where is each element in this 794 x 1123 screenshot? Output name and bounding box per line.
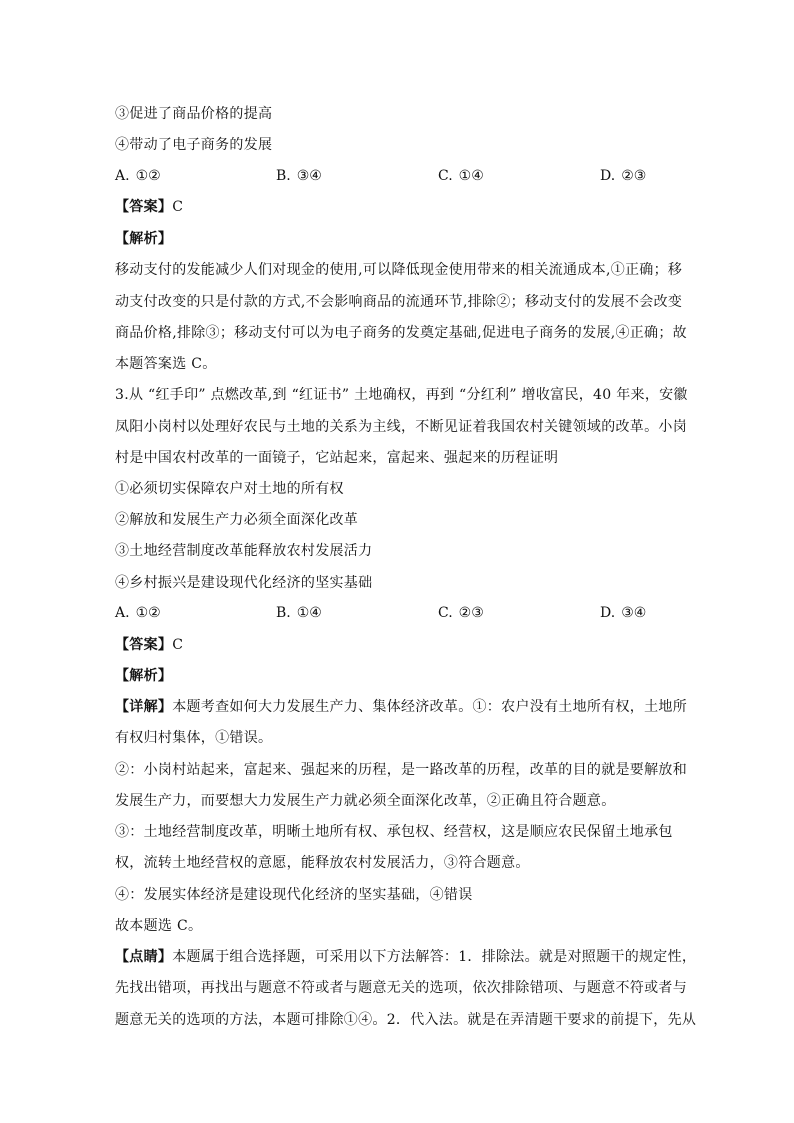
q3-analysis-heading: 【解析】: [115, 668, 173, 684]
q3-choice-3: ③土地经营制度改革能释放农村发展活力: [115, 543, 373, 559]
q3-tip-line: 先找出错项，再找出与题意不符或者与题意无关的选项，依次排除错项、与题意不符或者与: [115, 980, 687, 996]
q2-option-c: C. ①④: [438, 168, 484, 184]
q3-choice-2: ②解放和发展生产力必须全面深化改革: [115, 512, 359, 528]
q3-stem-line: 凤阳小岗村以处理好农民与土地的关系为主线，不断见证着我国农村关键领域的改革。小岗: [115, 419, 687, 435]
q2-options: [115, 166, 675, 186]
q2-answer: 【答案】C: [115, 199, 184, 215]
q3-option-c: C. ②③: [438, 605, 484, 621]
q2-choice-4: ④带动了电子商务的发展: [115, 137, 273, 153]
q3-choice-1: ①必须切实保障农户对土地的所有权: [115, 481, 344, 497]
q2-analysis-heading: 【解析】: [115, 231, 173, 247]
q3-tip-line: 题意无关的选项的方法，本题可排除①④。2．代入法。就是在弄清题干要求的前提下，先从: [115, 1012, 697, 1028]
q3-stem-line: 村是中国农村改革的一面镜子，它站起来，富起来、强起来的历程证明: [115, 450, 559, 466]
q2-analysis-line: 移动支付的发能减少人们对现金的使用,可以降低现金使用带来的相关流通成本,①正确；移: [115, 262, 683, 278]
q3-answer: 【答案】C: [115, 637, 184, 653]
q3-detail-line: ③：土地经营制度改革，明晰土地所有权、承包权、经营权，这是顺应农民保留土地承包: [115, 824, 673, 840]
q3-options: [115, 603, 675, 623]
q3-detail-tag: 【详解】: [115, 699, 173, 715]
q3-option-a: A. ①②: [115, 605, 161, 621]
q3-option-d: D. ③④: [600, 605, 647, 621]
q3-detail-line: 【详解】本题考查如何大力发展生产力、集体经济改革。①：农户没有土地所有权，土地所: [115, 699, 688, 715]
q3-detail-line: 故本题选 C。: [115, 918, 203, 934]
q2-option-b: B. ③④: [276, 168, 322, 184]
q2-choice-3: ③促进了商品价格的提高: [115, 106, 273, 122]
q3-detail-line: ②：小岗村站起来，富起来、强起来的历程，是一路改革的历程，改革的目的就是要解放和: [115, 762, 687, 778]
q3-detail-line: 发展生产力，而要想大力发展生产力就必须全面深化改革，②正确且符合题意。: [115, 793, 616, 809]
q2-option-a: A. ①②: [115, 168, 161, 184]
q3-tip-tag: 【点睛】: [115, 949, 173, 965]
q2-analysis-line: 商品价格,排除③；移动支付可以为电子商务的发奠定基础,促进电子商务的发展,④正确；故: [115, 325, 687, 341]
q3-detail-line: 有权归村集体，①错误。: [115, 730, 273, 746]
q2-option-d: D. ②③: [600, 168, 647, 184]
q3-tip-line: 【点睛】本题属于组合选择题，可采用以下方法解答：1．排除法。就是对照题干的规定性，: [115, 949, 697, 965]
q3-option-b: B. ①④: [276, 605, 322, 621]
q2-analysis-line: 本题答案选 C。: [115, 356, 217, 372]
q3-detail-line: ④：发展实体经济是建设现代化经济的坚实基础，④错误: [115, 887, 473, 903]
q3-detail-line: 权，流转土地经营权的意愿，能释放农村发展活力，③符合题意。: [115, 855, 530, 871]
q2-analysis-line: 动支付改变的只是付款的方式,不会影响商品的流通环节,排除②；移动支付的发展不会改变: [115, 294, 683, 310]
q3-stem-line: 3.从 “红手印” 点燃改革,到 “红证书” 土地确权，再到 “分红利” 增收富民，40 年来，安徽: [115, 387, 688, 403]
q3-choice-4: ④乡村振兴是建设现代化经济的坚实基础: [115, 575, 373, 591]
